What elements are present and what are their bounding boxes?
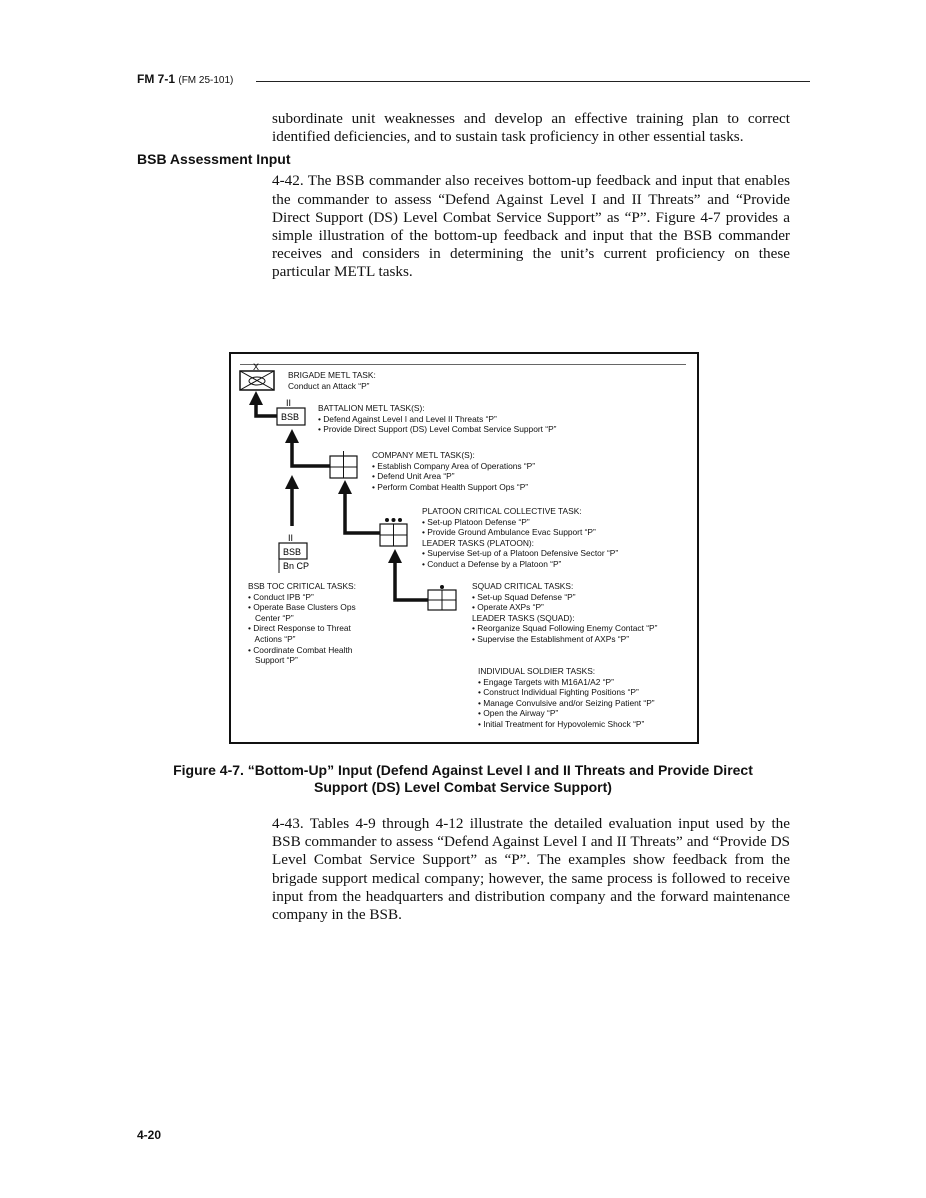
block-title: BSB TOC CRITICAL TASKS: [248, 581, 356, 591]
task-item: • Coordinate Combat Health [248, 644, 353, 655]
block-title: COMPANY METL TASK(S): [372, 450, 475, 460]
bsb-label: BSB [281, 412, 300, 422]
battalion-task-block [318, 403, 556, 435]
brigade-echelon-mark: X [253, 362, 260, 372]
platoon-unit-symbol [380, 518, 407, 546]
caption-line: Figure 4-7. “Bottom-Up” Input (Defend Against Level I and II Threats and Provide Direct [173, 762, 753, 778]
squad-unit-symbol [428, 585, 456, 610]
task-item: • Defend Against Level I and Level II Threats “P” [318, 413, 497, 424]
task-item: • Construct Individual Fighting Positions “P” [478, 687, 639, 698]
individual-task-block [478, 666, 655, 730]
task-item: • Supervise the Establishment of AXPs “P” [472, 633, 630, 644]
task-item: • Direct Response to Threat [248, 623, 351, 634]
section-heading: BSB Assessment Input [137, 151, 291, 168]
caption-line: Support (DS) Level Combat Service Support) [314, 779, 612, 795]
task-item: • Perform Combat Health Support Ops “P” [372, 481, 529, 492]
task-item: • Supervise Set-up of a Platoon Defensive Sector “P” [422, 548, 619, 559]
task-item: • Reorganize Squad Following Enemy Contact “P” [472, 623, 658, 634]
arrow-platoon-to-company [345, 487, 380, 533]
block-title: BRIGADE METL TASK: [288, 370, 376, 380]
block-title: SQUAD CRITICAL TASKS: [472, 581, 574, 591]
brigade-task-block [288, 370, 376, 391]
block-subtitle: LEADER TASKS (PLATOON): [422, 537, 535, 548]
task-item: Actions “P” [248, 633, 296, 644]
task-item: • Conduct a Defense by a Platoon “P” [422, 558, 562, 569]
company-task-block [372, 450, 535, 492]
block-title: INDIVIDUAL SOLDIER TASKS: [478, 666, 596, 676]
paragraph-continued: subordinate unit weaknesses and develop an effective training plan to correct identified deficiencies, and to sustain task proficiency in other essential tasks. [272, 110, 790, 146]
block-subtitle: LEADER TASKS (SQUAD): [472, 612, 575, 623]
company-unit-symbol [330, 451, 357, 478]
battalion-echelon-mark: II [286, 398, 292, 408]
battalion-echelon-mark: II [288, 533, 294, 543]
task-item: Conduct an Attack “P” [288, 380, 370, 391]
block-title: BATTALION METL TASK(S): [318, 403, 425, 413]
bsb-label: BSB [283, 547, 302, 557]
block-title: PLATOON CRITICAL COLLECTIVE TASK: [422, 506, 582, 516]
task-item: • Set-up Platoon Defense “P” [422, 516, 530, 527]
task-item: • Initial Treatment for Hypovolemic Shock “P” [478, 718, 645, 729]
arrow-company-to-bsb [292, 436, 330, 466]
bsb-bn-cp-symbol [279, 533, 309, 573]
task-item: • Conduct IPB “P” [248, 591, 314, 602]
doc-id: FM 7-1 [137, 72, 176, 86]
figure-caption [80, 762, 846, 796]
bn-cp-label: Bn CP [283, 561, 310, 571]
body-column-bottom [272, 815, 790, 924]
paragraph-4-43: 4-43. Tables 4-9 through 4-12 illustrate the detailed evaluation input used by the BSB commander to assess “Defend Against Level I and II Threats” and “Provide DS Level Combat Service Support” as “P”. The examples show feedback from the brigade support medical company; however, the same process is followed to receive input from the headquarters and distribution company and the forward maintenance company in the BSB. [272, 815, 790, 924]
brigade-unit-symbol [240, 362, 274, 390]
task-item: • Operate AXPs “P” [472, 602, 544, 613]
squad-task-block [472, 581, 657, 645]
task-item: • Open the Airway “P” [478, 708, 559, 719]
task-item: • Provide Ground Ambulance Evac Support “P” [422, 527, 596, 538]
task-item: • Set-up Squad Defense “P” [472, 591, 576, 602]
task-item: • Establish Company Area of Operations “P” [372, 460, 536, 471]
task-item: • Defend Unit Area “P” [372, 471, 455, 482]
task-item: • Engage Targets with M16A1/A2 “P” [478, 676, 614, 687]
task-item: Support “P” [248, 655, 298, 666]
page-number: 4-20 [137, 1128, 162, 1142]
bsb-unit-symbol [277, 398, 305, 425]
platoon-task-block [422, 506, 618, 570]
task-item: • Operate Base Clusters Ops [248, 602, 356, 613]
task-item: • Manage Convulsive and/or Seizing Patient “P” [478, 697, 655, 708]
task-item: Center “P” [248, 612, 294, 623]
bsb-toc-task-block [248, 581, 356, 666]
arrow-bsb-to-brigade [256, 398, 277, 416]
task-item: • Provide Direct Support (DS) Level Combat Service Support “P” [318, 424, 557, 435]
paragraph-4-42: 4-42. The BSB commander also receives bottom-up feedback and input that enables the commander to assess “Defend Against Level I and II Threats” and “Provide Direct Support (DS) Level Combat Service Support” as “P”. Figure 4-7 provides a simple illustration of the bottom-up feedback and input that the BSB commander receives and considers in determining the unit’s current proficiency on these particular METL tasks. [272, 172, 790, 281]
alt-doc-id: (FM 25-101) [178, 75, 234, 86]
